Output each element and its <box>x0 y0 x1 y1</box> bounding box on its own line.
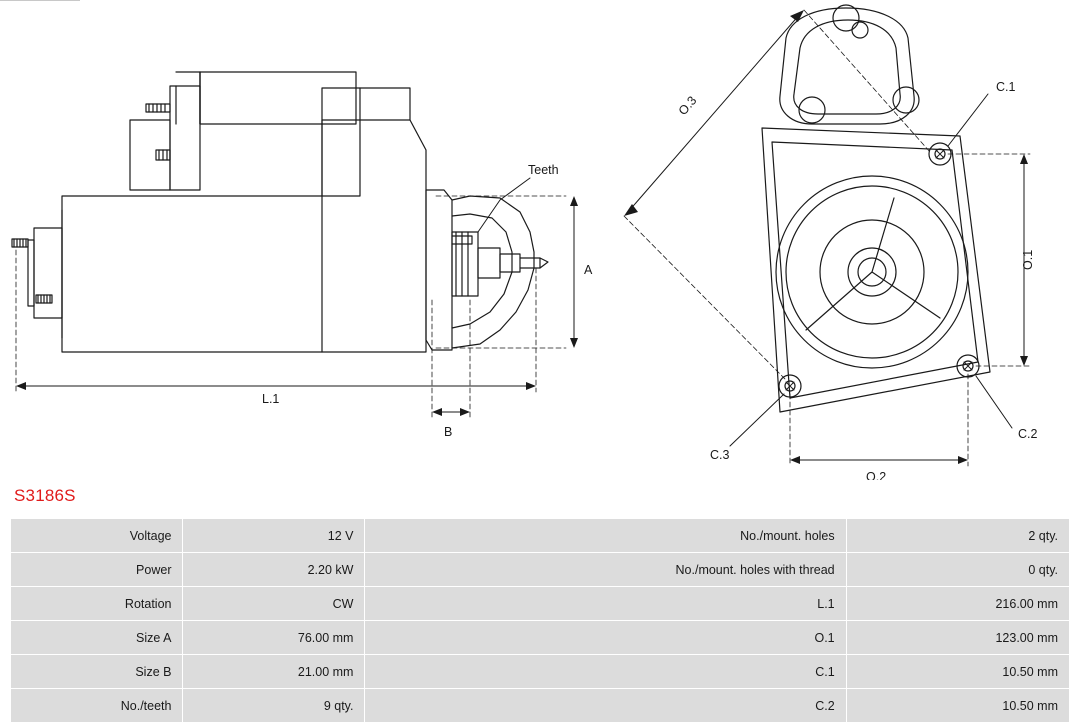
label-o1: O.1 <box>1021 249 1035 270</box>
spec-label: Size B <box>11 655 183 689</box>
spec-value2: 2 qty. <box>846 519 1069 553</box>
spec-value2: 0 qty. <box>846 553 1069 587</box>
spec-label: No./teeth <box>11 689 183 723</box>
table-row <box>11 655 1070 689</box>
spec-label2: O.1 <box>365 621 846 655</box>
label-b: B <box>444 425 453 439</box>
spec-label2: C.1 <box>365 655 846 689</box>
spec-value: 2.20 kW <box>183 553 365 587</box>
spec-label2: C.2 <box>365 689 846 723</box>
spec-label2: No./mount. holes with thread <box>365 553 846 587</box>
spec-label: Voltage <box>11 519 183 553</box>
label-l1: L.1 <box>262 392 280 406</box>
table-row <box>11 553 1070 587</box>
label-c2: C.2 <box>1018 427 1038 441</box>
label-c1: C.1 <box>996 80 1016 94</box>
spec-value2: 216.00 mm <box>846 587 1069 621</box>
table-row <box>11 689 1070 723</box>
spec-value: 21.00 mm <box>183 655 365 689</box>
spec-label: Power <box>11 553 183 587</box>
spec-value2: 123.00 mm <box>846 621 1069 655</box>
label-a: A <box>584 263 593 277</box>
spec-value: CW <box>183 587 365 621</box>
table-row <box>11 519 1070 553</box>
spec-value2: 10.50 mm <box>846 655 1069 689</box>
table-row <box>11 621 1070 655</box>
specifications-body <box>11 519 1070 723</box>
table-row <box>11 587 1070 621</box>
label-c3: C.3 <box>710 448 730 462</box>
spec-label: Rotation <box>11 587 183 621</box>
label-o3: O.3 <box>675 93 700 118</box>
spec-label2: No./mount. holes <box>365 519 846 553</box>
spec-label2: L.1 <box>365 587 846 621</box>
spec-value: 76.00 mm <box>183 621 365 655</box>
spec-label: Size A <box>11 621 183 655</box>
label-o2: O.2 <box>866 470 887 480</box>
specifications-table <box>10 518 1070 723</box>
spec-value: 12 V <box>183 519 365 553</box>
part-number: S3186S <box>14 486 76 505</box>
spec-value2: 10.50 mm <box>846 689 1069 723</box>
label-teeth: Teeth <box>528 163 559 177</box>
spec-value: 9 qty. <box>183 689 365 723</box>
